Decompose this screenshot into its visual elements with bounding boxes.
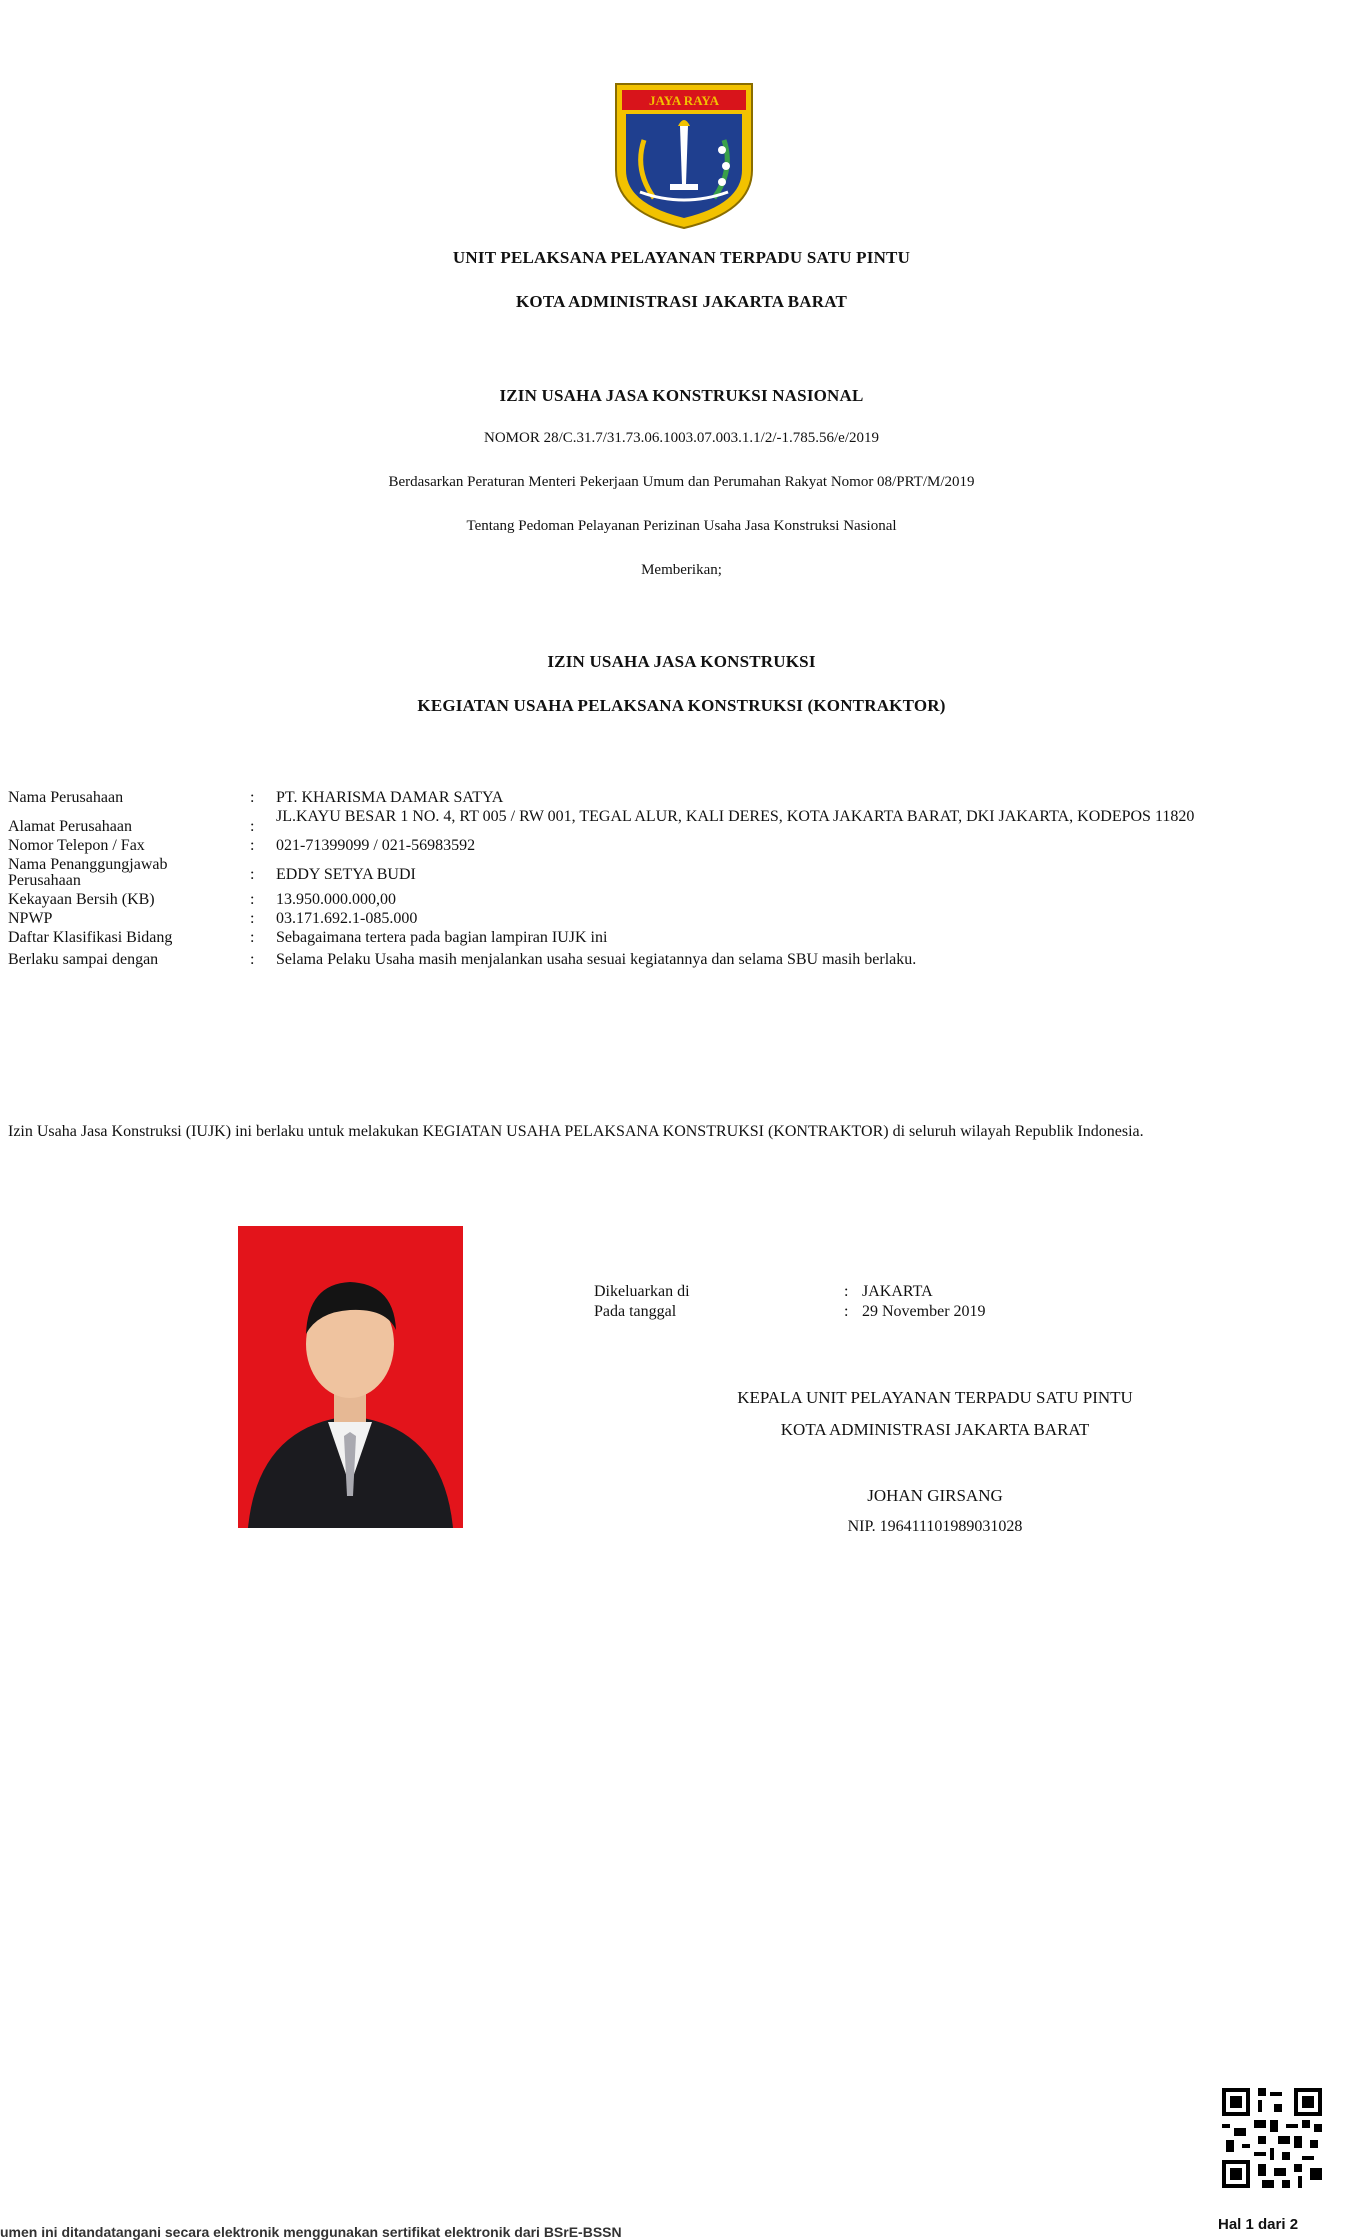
issuer-line-1: UNIT PELAKSANA PELAYANAN TERPADU SATU PINTU (452, 248, 911, 267)
detail-colon: : (250, 891, 255, 908)
issued-date: 29 November 2019 (862, 1303, 986, 1320)
detail-colon: : (250, 818, 255, 835)
detail-label: NPWP (8, 910, 53, 927)
detail-row (8, 857, 1348, 889)
detail-label: Berlaku sampai dengan (8, 951, 159, 968)
qr-code-icon (1222, 2088, 1322, 2188)
detail-colon: : (250, 837, 255, 854)
signatory-name: JOHAN GIRSANG (867, 1486, 1003, 1505)
detail-value: JL.KAYU BESAR 1 NO. 4, RT 005 / RW 001, TEGAL ALUR, KALI DERES, KOTA JAKARTA BARAT, DKI JAKARTA, KODEPOS 11820 (276, 808, 1195, 825)
issuer-line-2: KOTA ADMINISTRASI JAKARTA BARAT (515, 292, 848, 311)
detail-value: PT. KHARISMA DAMAR SATYA (276, 789, 504, 806)
e-signature-note: umen ini ditandatangani secara elektronik menggunakan sertifikat elektronik dari BSrE-BSSN (0, 2224, 622, 2240)
detail-value: 13.950.000.000,00 (276, 891, 396, 908)
company-details (8, 790, 1348, 968)
issued-colon: : (844, 1283, 849, 1300)
detail-colon: : (250, 951, 255, 968)
jakarta-emblem-logo (610, 80, 758, 230)
detail-value: 03.171.692.1-085.000 (276, 910, 418, 927)
grants-text: Memberikan; (641, 562, 722, 578)
issued-place: JAKARTA (862, 1283, 933, 1300)
detail-colon: : (250, 910, 255, 927)
permit-title: IZIN USAHA JASA KONSTRUKSI NASIONAL (499, 386, 864, 405)
detail-value: EDDY SETYA BUDI (276, 866, 416, 883)
detail-row (8, 930, 1348, 946)
detail-label: Nama Perusahaan (8, 789, 124, 806)
legal-basis-2: Tentang Pedoman Pelayanan Perizinan Usaha Jasa Konstruksi Nasional (466, 518, 897, 534)
legal-basis-1: Berdasarkan Peraturan Menteri Pekerjaan Umum dan Perumahan Rakyat Nomor 08/PRT/M/2019 (388, 474, 975, 490)
subject-line-2: KEGIATAN USAHA PELAKSANA KONSTRUKSI (KONTRAKTOR) (417, 696, 946, 715)
detail-row (8, 790, 1348, 806)
signatory-title-1: KEPALA UNIT PELAYANAN TERPADU SATU PINTU (737, 1388, 1133, 1407)
detail-label: Nama Penanggungjawab Perusahaan (8, 856, 168, 889)
detail-label: Daftar Klasifikasi Bidang (8, 929, 173, 946)
detail-row (8, 952, 1348, 968)
detail-value: 021-71399099 / 021-56983592 (276, 837, 476, 854)
detail-colon: : (250, 929, 255, 946)
issued-colon: : (844, 1303, 849, 1320)
svg-text:JAYA RAYA: JAYA RAYA (649, 93, 719, 108)
detail-label: Kekayaan Bersih (KB) (8, 891, 155, 908)
issuance-info (594, 1282, 986, 1322)
validity-statement: Izin Usaha Jasa Konstruksi (IUJK) ini berlaku untuk melakukan KEGIATAN USAHA PELAKSANA KONSTRUKSI (KONTRAKTOR) di seluruh wilayah Republik Indonesia. (8, 1123, 1144, 1140)
detail-row (8, 892, 1348, 908)
signatory-nip: NIP. 196411101989031028 (847, 1518, 1023, 1535)
detail-row (8, 911, 1348, 927)
permit-number: NOMOR 28/C.31.7/31.73.06.1003.07.003.1.1/2/-1.785.56/e/2019 (483, 430, 879, 446)
page-number: Hal 1 dari 2 (1218, 2216, 1299, 2233)
subject-line-1: IZIN USAHA JASA KONSTRUKSI (547, 652, 816, 671)
issued-place-label: Dikeluarkan di (594, 1283, 690, 1300)
detail-colon: : (250, 866, 255, 883)
issued-date-label: Pada tanggal (594, 1303, 677, 1320)
detail-colon: : (250, 789, 255, 806)
owner-photo (238, 1226, 463, 1528)
detail-row (8, 809, 1348, 835)
detail-label: Alamat Perusahaan (8, 818, 132, 835)
signatory-title-2: KOTA ADMINISTRASI JAKARTA BARAT (780, 1420, 1090, 1439)
detail-label: Nomor Telepon / Fax (8, 837, 145, 854)
detail-value: Selama Pelaku Usaha masih menjalankan usaha sesuai kegiatannya dan selama SBU masih berlaku. (276, 951, 917, 968)
detail-row (8, 838, 1348, 854)
detail-value: Sebagaimana tertera pada bagian lampiran IUJK ini (276, 929, 608, 946)
